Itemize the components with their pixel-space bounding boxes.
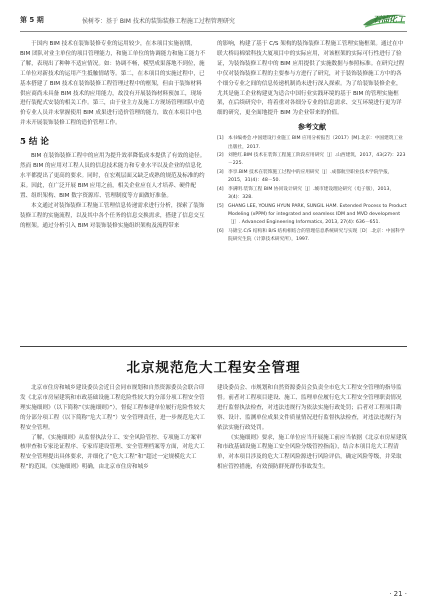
article-right-column (217, 384, 407, 584)
reference-number: [5] (217, 203, 224, 209)
reference-number: [6] (217, 228, 224, 234)
reference-item (217, 152, 407, 169)
reference-text: 李满明.装饰工程 BIM 协同设计研究［J］.城市建设理论研究（电子版），2013，3(4)：328. (228, 186, 395, 201)
reference-item (217, 228, 407, 245)
left-column (20, 40, 206, 344)
reference-text: 李享.BIM 技术在装饰施工过程中的应用研究［J］.成都航空职业技术学院学报，2015，31(4)：48－50. (228, 169, 393, 184)
body-paragraph: 的影响，构建了基于 C/S 架构的装饰装修工程施工管理实施框架。通过在中联大桥局棉梁科技大厦项目中的实际应用，对该框架的实际可行性进行了验证，为装饰装修工程中的 BIM 应用提供了实施数据与参照标准。在研究过程中仅对装饰装修工程的主要参与方进行了研究，对于装饰装修施工方中的各个细分专业之间的信息传递机制尚未进行深入探索。为了给装饰装修企业，尤其是施工企业构建更为适合中国行业实践环境的基于 BIM 的管理实施框架，在后续研究中，将着重对各细分专业的信息需求、交互环境进行更为详细的研究，更全面地提升 BIM 为企业带来的价值。 (217, 41, 405, 117)
reference-text: GHANG LEE, YOUNG HYUN PARK, SUNGIL HAM. Extended Process to Product Modeling (xPPM) for integrated and seamless IDM and MVD development［J］. Advanced Engineering Informatics, 2013, 27(4): 636－651. (228, 203, 407, 226)
article-left-column (20, 384, 206, 584)
issue-number: 第 5 期 (20, 16, 44, 24)
journal-logo (361, 11, 407, 28)
body-paragraph: 北京市住房和城乡建设委员会近日会同市规划和自然资源委员会联合印发《北京市房屋建筑和市政基础设施工程危险性较大的分部分项工程安全管理实施细则》（以下简称“《实施细则》”），督促工程参建单位履行危险性较大的分部分项工程（以下简称“危大工程”）安全管理责任，进一步规范危大工程安全管理。 (20, 385, 205, 431)
reference-number: [3] (217, 169, 224, 175)
journal-logo-text: 石油化工 (373, 14, 405, 24)
conclusion-heading: 5 结 论 (20, 137, 49, 148)
reference-item (217, 135, 407, 152)
running-title: 侯树苓：基于 BIM 技术的装饰装修工程施工过程管理研究 (82, 18, 235, 25)
section-divider (20, 346, 407, 347)
page-header (20, 10, 407, 32)
reference-item (217, 186, 407, 203)
reference-text: 刘艳红.BIM 技术在装饰工程施工阶段应用研究［J］.山西建筑，2017，43(27)：223－225. (228, 153, 406, 167)
reference-number: [4] (217, 186, 224, 192)
body-paragraph: 了解，《实施细则》从监督执法分工、安全风险管控、专项施工方案审核审查和专家论证程序、专家库建设管理、安全管理档案等方面，对危大工程安全管理提出具体要求，并细化了“危大工程”和“超过一定规模危大工程”的范围。《实施细则》明确，由北京市住房和城乡 (20, 434, 205, 471)
right-column (217, 40, 407, 344)
reference-text: 本书编委会.中国建设行业施工 BIM 应用分析报告（2017）[M].北京：中国建筑工业出版社，2017. (228, 136, 403, 150)
body-paragraph: 建设委员会、市规划和自然资源委员会负责全市危大工程安全管理的指导监督。前者对工程项目建设、施工、监理单位履行危大工程安全管理职责情况进行监督执法检查，对违法违规行为依法实施行政处罚；后者对工程项目勘察、设计、监测单位成果文件质量情况进行监督执法检查，对违法违规行为依法实施行政处罚。 (217, 385, 402, 431)
body-paragraph: BIM 在装饰装修工程中的应用为提升效率降低成本提供了有效的途径。然而 BIM 的应用对工程人员的信息技术能力和专业水平以及企业的信息化水平都提出了更高的要求。同时，在宏观层面又缺乏成熟的规范及标准的约束。因此，在广泛开展 BIM 应用之前，相关企业应在人才培养、硬件配置、组织架构、BIM 数字资源库、管理制度等方面做好准备。 (20, 153, 206, 199)
body-paragraph: 《实施细则》要求，施工单位应当开展施工前应当依据《北京市房屋建筑和市政基础设施工程施工安全风险分级管控指南》，结合本项目危大工程清单，对本项目涉及的危大工程风险源进行风险评估，确定风险等级，并采取相应管控措施，有效预防群死群伤事故发生。 (217, 434, 407, 471)
references-heading: 参考文献 (298, 123, 326, 132)
page-number: · 21 · (389, 590, 407, 598)
reference-list (217, 135, 407, 244)
reference-item (217, 203, 407, 228)
reference-item (217, 169, 407, 186)
reference-number: [2] (217, 153, 224, 159)
reference-text: 马锦宝.C/S 结构和 B/S 结构相结合的管理信息系统研究与实现［D］.北京：中国科学院研究生院（计算技术研究所），1997. (228, 228, 405, 243)
article-title: 北京规范危大工程安全管理 (126, 360, 301, 376)
reference-number: [1] (217, 136, 224, 142)
body-paragraph: 本文通过对装饰装修工程施工管理信息传递需求进行分析，探索了装饰装修工程的实施流程，以及其中各个任务的信息交换需求，搭建了信息交互的框架。通过分析引入 BIM 对装饰装修实施组织架构及流程带来 (20, 202, 205, 229)
body-paragraph: 于国内 BIM 技术在装饰装修专业的运用较少，在本项目实施初期，BIM 团队对业主单位的项目管理能力，和施工单位的协调能力和施工能力不了解，表现出了种种不适应情况。如：协调不畅，模型成果落地不到位，施工单位对新技术的运用产生抵触情绪等。第二，在本项目的实施过程中，已基本搭建了 BIM 技术在装饰装修工程管理过程中的框架，但由于装饰材料供应商尚未具备 BIM 技术的应用能力，故没有开展装饰材料预加工，现场进行装配式安装的相关工作。第三，由于业主方及施工方现场管理团队中造价专业人员并未掌握使用 BIM 成果进行造价管理的能力，故在本项目中也并未开展装饰装修工程的造价管理工作。 (20, 41, 206, 127)
